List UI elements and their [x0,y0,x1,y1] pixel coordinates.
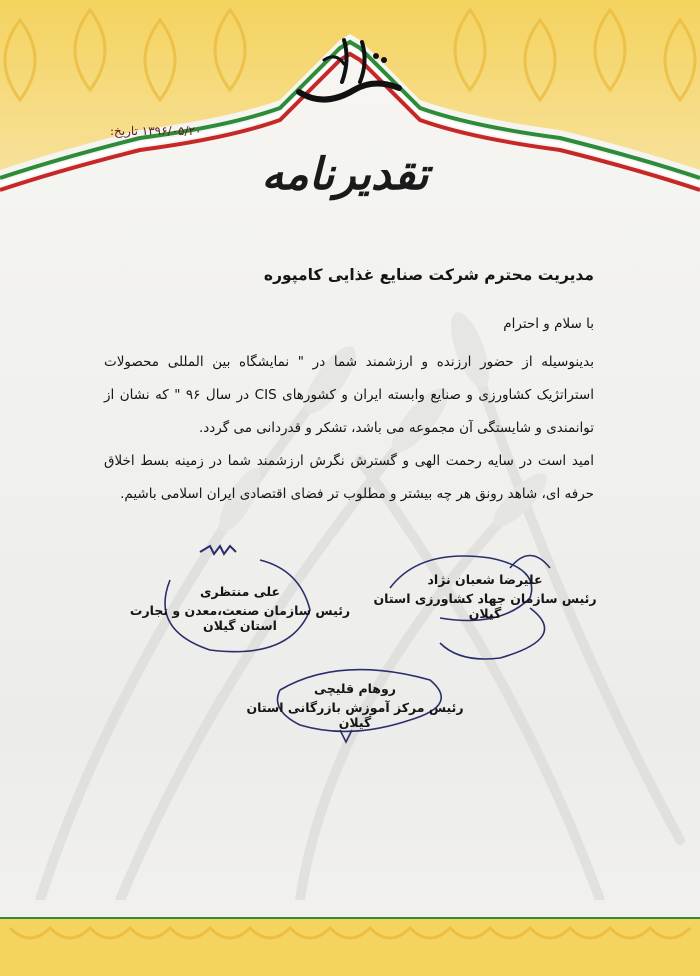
bismillah-calligraphy-logo [284,30,414,110]
date-value: ۱۳۹۶/۰۵/۲۰ [141,124,202,138]
letter-paragraph-2: امید است در سایه رحمت الهی و گسترش نگرش ارزشمند شما در زمینه بسط اخلاق حرفه ای، شاهد رونق هر چه بیشتر و مطلوب تر فضای اقتصادی ایران اسلامی باشیم. [104,453,594,502]
date-label: تاریخ: [110,124,138,138]
signatory-name: علیرضا شعبان نژاد [427,572,543,587]
letter-paragraph-1: بدینوسیله از حضور ارزنده و ارزشمند شما در " نمایشگاه بین المللی محصولات استراتژیک کشاورزی و صنایع وابسته ایران و کشورهای CIS در سال ۹۶ " که نشان از توانمندی و شایستگی آن مجموعه می باشد، تشکر و قدردانی می گردد. [104,354,594,436]
letter-body [104,346,594,511]
signature-block-left [120,584,360,633]
signature-block-right [370,572,600,621]
signatory-name: علی منتظری [200,584,280,599]
signatory-role: رئیس سازمان صنعت،معدن و تجارت استان گیلان [129,603,351,633]
greeting: با سلام و احترام [503,316,594,332]
signatory-role: رئیس سازمان جهاد کشاورزی استان گیلان [373,591,597,621]
bottom-ornamental-band [0,908,700,976]
signatory-role: رئیس مرکز آموزش بازرگانی استان گیلان [246,700,464,730]
addressee: مدیریت محترم شرکت صنایع غذایی کامپوره [263,266,594,284]
signature-block-center [240,681,470,730]
signatory-name: روهام قلیچی [314,681,396,696]
certificate-title: تقدیرنامه [261,149,429,200]
date-line [110,124,245,138]
wheat-background-illustration [0,200,700,900]
